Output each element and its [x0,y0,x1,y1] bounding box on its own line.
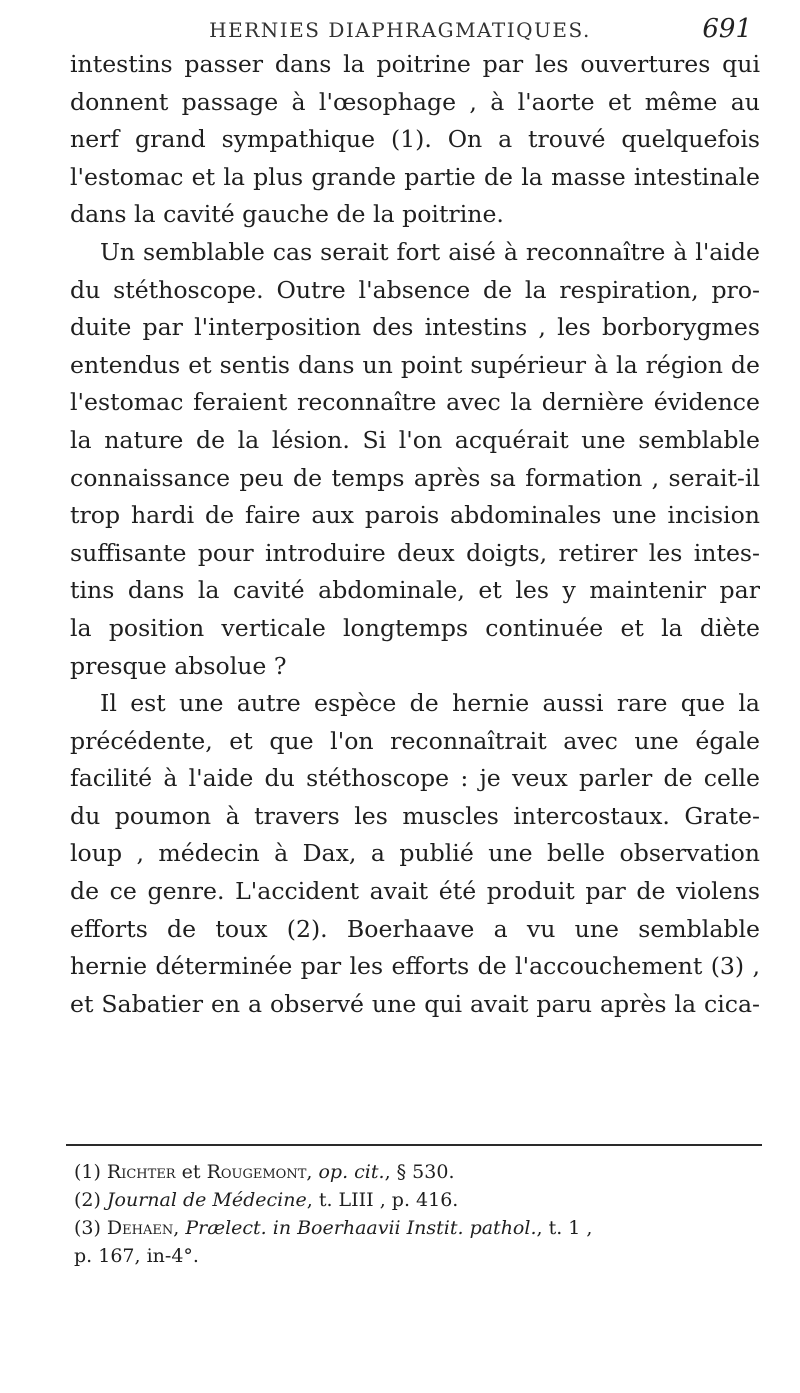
footnote-author: Dehaen [106,1217,174,1239]
text-line: du poumon à travers les muscles intercostaux. Grate- [70,801,760,830]
footnote-title: Prælect. in Boerhaavii Instit. pathol. [185,1217,537,1239]
text-line: tins dans la cavité abdominale, et les y maintenir par [70,576,760,605]
footnote-2 [74,1186,764,1214]
text-line: nerf grand sympathique (1). On a trouvé quelquefois [70,125,760,154]
page-number: 691 [702,14,752,44]
footnote-1: (1) Richter et Rougemont, op. cit., § 530. [74,1161,455,1183]
footnote-text: , § 530. [384,1161,455,1183]
text-line: de ce genre. L'accident avait été produit par de violens [70,877,760,906]
footnotes [74,1158,764,1270]
body-text [70,46,760,1023]
text-line: du stéthoscope. Outre l'absence de la respiration, pro- [70,275,760,304]
text-line: l'estomac feraient reconnaître avec la dernière évidence [70,388,760,417]
running-head [0,8,800,44]
footnote-number: (3) [74,1217,101,1239]
footnote-divider [66,1144,762,1146]
footnote-author: Richter [106,1161,176,1183]
text-line: l'estomac et la plus grande partie de la masse intestinale [70,162,760,191]
text-line: Il est une autre espèce de hernie aussi rare que la [100,689,760,718]
text-line: intestins passer dans la poitrine par les ouvertures qui [70,50,760,78]
footnote-title: Journal de Médecine [106,1189,307,1211]
footnote-title: op. cit. [318,1161,385,1183]
footnote-number: (1) [74,1161,101,1183]
text-line: efforts de toux (2). Boerhaave a vu une semblable [70,914,760,943]
footnote-3: (3) Dehaen, Prælect. in Boerhaavii Instit. pathol., t. 1 , [74,1217,593,1239]
text-line: trop hardi de faire aux parois abdominales une incision [70,501,760,530]
text-line: hernie déterminée par les efforts de l'accouchement (3) , [70,952,760,981]
text-line: précédente, et que l'on reconnaîtrait avec une égale [70,726,760,755]
text-line: facilité à l'aide du stéthoscope : je veux parler de celle [70,764,760,793]
footnote-number: (2) [74,1189,101,1211]
text-line: entendus et sentis dans un point supérieur à la région de [70,350,760,379]
text-line: et Sabatier en a observé une qui avait paru après la cica- [70,989,760,1018]
text-line: la position verticale longtemps continuée et la diète [70,613,760,642]
footnote-text: , t. LIII , p. 416. [306,1189,459,1211]
text-line: presque absolue ? [70,651,287,680]
text-line: loup , médecin à Dax, a publié une belle observation [70,839,760,868]
text-line: donnent passage à l'œsophage , à l'aorte et même au [70,87,760,116]
footnote-3-continued: p. 167, in-4°. [74,1245,199,1267]
running-title: HERNIES DIAPHRAGMATIQUES. [209,18,591,42]
text-line: suffisante pour introduire deux doigts, retirer les intes- [70,538,760,567]
footnote-text: et [175,1161,207,1183]
text-line: duite par l'interposition des intestins , les borborygmes [70,313,760,342]
text-line: connaissance peu de temps après sa formation , serait-il [70,463,760,492]
text-line: Un semblable cas serait fort aisé à reconnaître à l'aide [100,237,760,266]
footnote-text: , t. 1 , [536,1217,593,1239]
footnote-author: Rougemont [206,1161,307,1183]
text-line: dans la cavité gauche de la poitrine. [70,200,504,229]
text-line: la nature de la lésion. Si l'on acquérait une semblable [70,425,760,454]
